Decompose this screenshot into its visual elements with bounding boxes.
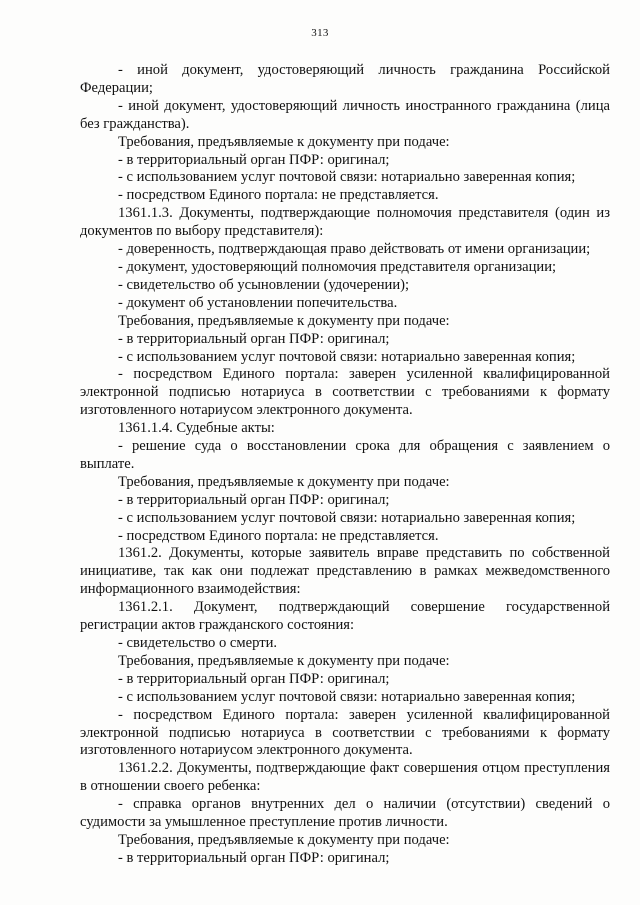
paragraph: - с использованием услуг почтовой связи: нотариально заверенная копия; [118,688,576,705]
paragraph: - документ об установлении попечительства. [118,294,398,311]
paragraph: 1361.2.1. Документ, подтверждающий совершение государственной регистрации актов гражданского состояния: [80,599,610,634]
paragraph: - иной документ, удостоверяющий личность иностранного гражданина (лица без гражданства). [80,97,610,132]
paragraph: - иной документ, удостоверяющий личность гражданина Российской Федерации; [80,62,610,96]
paragraph: - в территориальный орган ПФР: оригинал; [118,330,390,347]
paragraph: - с использованием услуг почтовой связи: нотариально заверенная копия; [118,348,576,365]
paragraph: - в территориальный орган ПФР: оригинал; [118,151,390,168]
paragraph: 1361.2.2. Документы, подтверждающие факт совершения отцом преступления в отношении своего ребенка: [80,760,610,795]
paragraph: - с использованием услуг почтовой связи: нотариально заверенная копия; [118,509,576,526]
paragraph: Требования, предъявляемые к документу при подаче: [118,133,450,150]
paragraph: 1361.2. Документы, которые заявитель вправе представить по собственной инициативе, так как они подлежат представлению в рамках межведомственного информационного взаимодействия: [80,545,610,598]
paragraph: - доверенность, подтверждающая право действовать от имени организации; [118,241,591,258]
paragraph: Требования, предъявляемые к документу при подаче: [118,473,450,490]
paragraph: - свидетельство об усыновлении (удочерении); [118,276,410,293]
paragraph: - документ, удостоверяющий полномочия представителя организации; [118,258,557,275]
paragraph: Требования, предъявляемые к документу при подаче: [118,652,450,669]
paragraph: - посредством Единого портала: не представляется. [118,527,439,544]
paragraph: - посредством Единого портала: заверен усиленной квалифицированной электронной подписью нотариуса в соответствии с требованиями к формату изготовленного нотариусом электронного документа. [80,706,610,759]
paragraph: - в территориальный орган ПФР: оригинал; [118,491,390,508]
document-body [80,62,610,868]
paragraph: - посредством Единого портала: не представляется. [118,187,439,204]
paragraph: - в территориальный орган ПФР: оригинал; [118,670,390,687]
paragraph: 1361.1.4. Судебные акты: [118,420,275,437]
paragraph: - решение суда о восстановлении срока для обращения с заявлением о выплате. [80,438,610,472]
paragraph: Требования, предъявляемые к документу при подаче: [118,312,450,329]
page-number: 313 [311,27,329,39]
paragraph: - с использованием услуг почтовой связи: нотариально заверенная копия; [118,169,576,186]
paragraph: Требования, предъявляемые к документу при подаче: [118,831,450,848]
paragraph: - свидетельство о смерти. [118,635,278,651]
paragraph: - посредством Единого портала: заверен усиленной квалифицированной электронной подписью нотариуса в соответствии с требованиями к формату изготовленного нотариусом электронного документа. [80,366,610,419]
paragraph: - справка органов внутренних дел о наличии (отсутствии) сведений о судимости за умышленное преступление против личности. [80,796,610,831]
paragraph: 1361.1.3. Документы, подтверждающие полномочия представителя (один из документов по выбору представителя): [80,205,610,240]
paragraph: - в территориальный орган ПФР: оригинал; [118,849,390,866]
